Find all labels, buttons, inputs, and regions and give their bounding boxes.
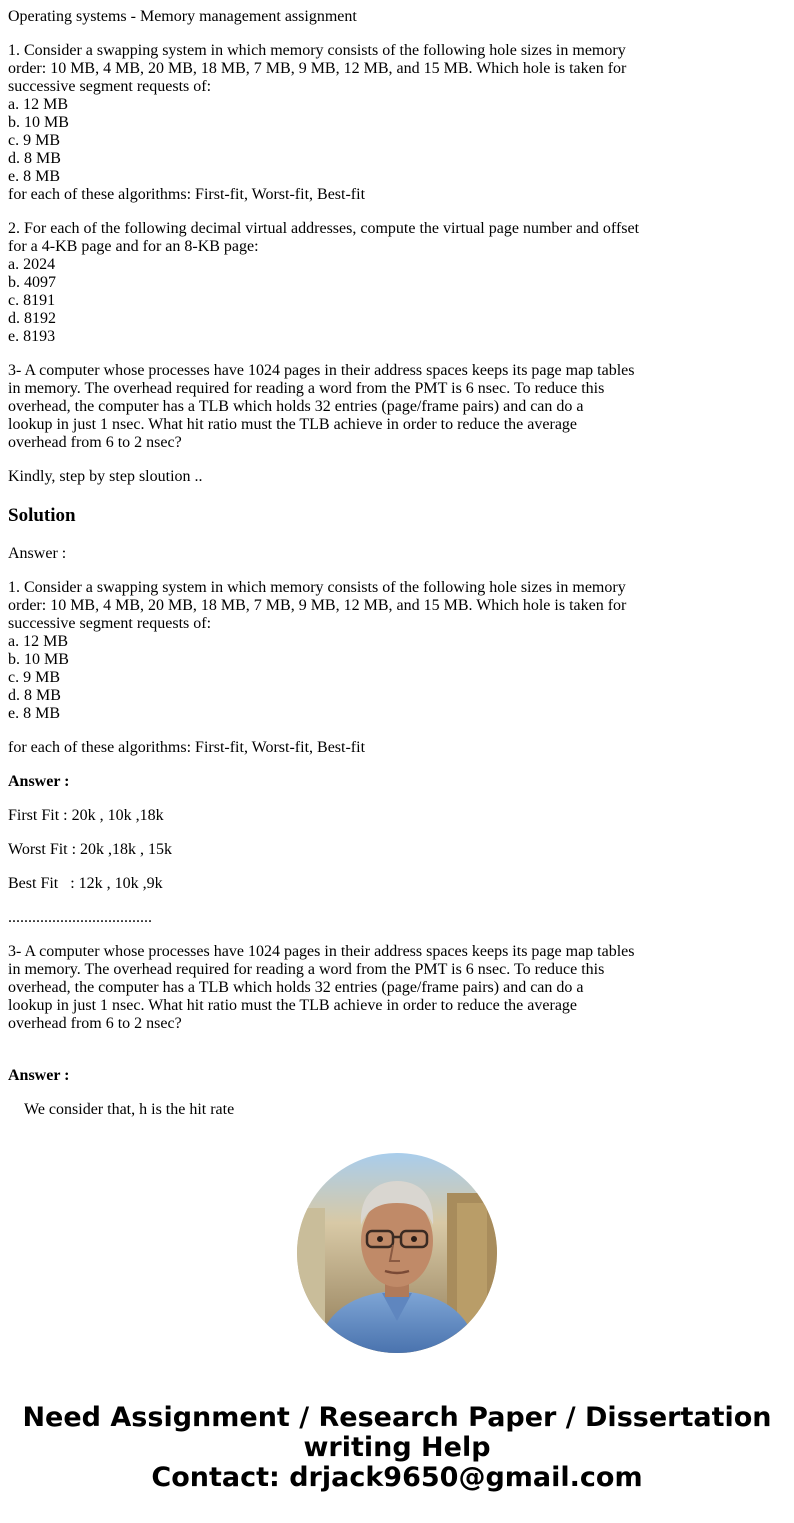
promo-footer	[0, 1403, 794, 1493]
solution-q3-line: overhead, the computer has a TLB which holds 32 entries (page/frame pairs) and can do a	[8, 979, 584, 996]
hit-rate-line: We consider that, h is the hit rate	[24, 1101, 235, 1118]
q2-line: for a 4-KB page and for an 8-KB page:	[8, 238, 259, 255]
q3-line: 3- A computer whose processes have 1024 pages in their address spaces keeps its page map tables	[8, 362, 635, 379]
q2-option: e. 8193	[8, 328, 56, 345]
footer-line-1: Need Assignment / Research Paper / Dissertation	[22, 1402, 772, 1433]
solution-q1-option: b. 10 MB	[8, 651, 69, 668]
footer-contact[interactable]: Contact: drjack9650@gmail.com	[151, 1462, 643, 1493]
q3-line: in memory. The overhead required for reading a word from the PMT is 6 nsec. To reduce this	[8, 380, 605, 397]
solution-q3-line: lookup in just 1 nsec. What hit ratio must the TLB achieve in order to reduce the average	[8, 997, 578, 1014]
q2-option: d. 8192	[8, 310, 56, 327]
q1-line: for each of these algorithms: First-fit, Worst-fit, Best-fit	[8, 186, 366, 203]
solution-q1-line: order: 10 MB, 4 MB, 20 MB, 18 MB, 7 MB, 9 MB, 12 MB, and 15 MB. Which hole is taken for	[8, 597, 627, 614]
question-2	[8, 220, 639, 346]
q2-option: c. 8191	[8, 292, 56, 309]
question-3	[8, 362, 635, 452]
q2-line: 2. For each of the following decimal virtual addresses, compute the virtual page number and offset	[8, 220, 640, 237]
algorithms-line: for each of these algorithms: First-fit, Worst-fit, Best-fit	[8, 739, 366, 756]
solution-q3-line: in memory. The overhead required for reading a word from the PMT is 6 nsec. To reduce this	[8, 961, 605, 978]
q1-option: a. 12 MB	[8, 96, 68, 113]
answer-label-2: Answer :	[8, 1067, 70, 1084]
q3-line: lookup in just 1 nsec. What hit ratio must the TLB achieve in order to reduce the average	[8, 416, 578, 433]
solution-q1-option: a. 12 MB	[8, 633, 68, 650]
q1-line: successive segment requests of:	[8, 78, 212, 95]
question-1	[8, 42, 626, 204]
worst-fit-answer: Worst Fit : 20k ,18k , 15k	[8, 841, 173, 858]
portrait-image	[297, 1153, 497, 1353]
solution-question-3	[8, 943, 635, 1033]
q2-option: b. 4097	[8, 274, 56, 291]
request-text: Kindly, step by step sloution ..	[8, 468, 203, 485]
first-fit-answer: First Fit : 20k , 10k ,18k	[8, 807, 164, 824]
solution-q3-line: 3- A computer whose processes have 1024 pages in their address spaces keeps its page map tables	[8, 943, 635, 960]
q2-option: a. 2024	[8, 256, 56, 273]
solution-q1-line: successive segment requests of:	[8, 615, 212, 632]
solution-question-1	[8, 579, 626, 723]
separator-dots: ....................................	[8, 909, 152, 926]
solution-q3-line: overhead from 6 to 2 nsec?	[8, 1015, 182, 1032]
best-fit-answer: Best Fit : 12k , 10k ,9k	[8, 875, 163, 892]
answer-intro: Answer :	[8, 545, 67, 562]
author-photo	[297, 1153, 497, 1353]
solution-heading: Solution	[8, 505, 76, 526]
q3-line: overhead from 6 to 2 nsec?	[8, 434, 182, 451]
q3-line: overhead, the computer has a TLB which holds 32 entries (page/frame pairs) and can do a	[8, 398, 584, 415]
q1-option: d. 8 MB	[8, 150, 61, 167]
page-title: Operating systems - Memory management assignment	[8, 8, 357, 25]
q1-line: 1. Consider a swapping system in which memory consists of the following hole sizes in memory	[8, 42, 626, 59]
q1-line: order: 10 MB, 4 MB, 20 MB, 18 MB, 7 MB, 9 MB, 12 MB, and 15 MB. Which hole is taken for	[8, 60, 627, 77]
solution-q1-option: d. 8 MB	[8, 687, 61, 704]
solution-q1-option: e. 8 MB	[8, 705, 60, 722]
q1-option: c. 9 MB	[8, 132, 60, 149]
solution-q1-option: c. 9 MB	[8, 669, 60, 686]
q1-option: e. 8 MB	[8, 168, 60, 185]
solution-q1-line: 1. Consider a swapping system in which memory consists of the following hole sizes in memory	[8, 579, 626, 596]
q1-option: b. 10 MB	[8, 114, 69, 131]
footer-line-2: writing Help	[303, 1432, 491, 1463]
answer-label: Answer :	[8, 773, 70, 790]
